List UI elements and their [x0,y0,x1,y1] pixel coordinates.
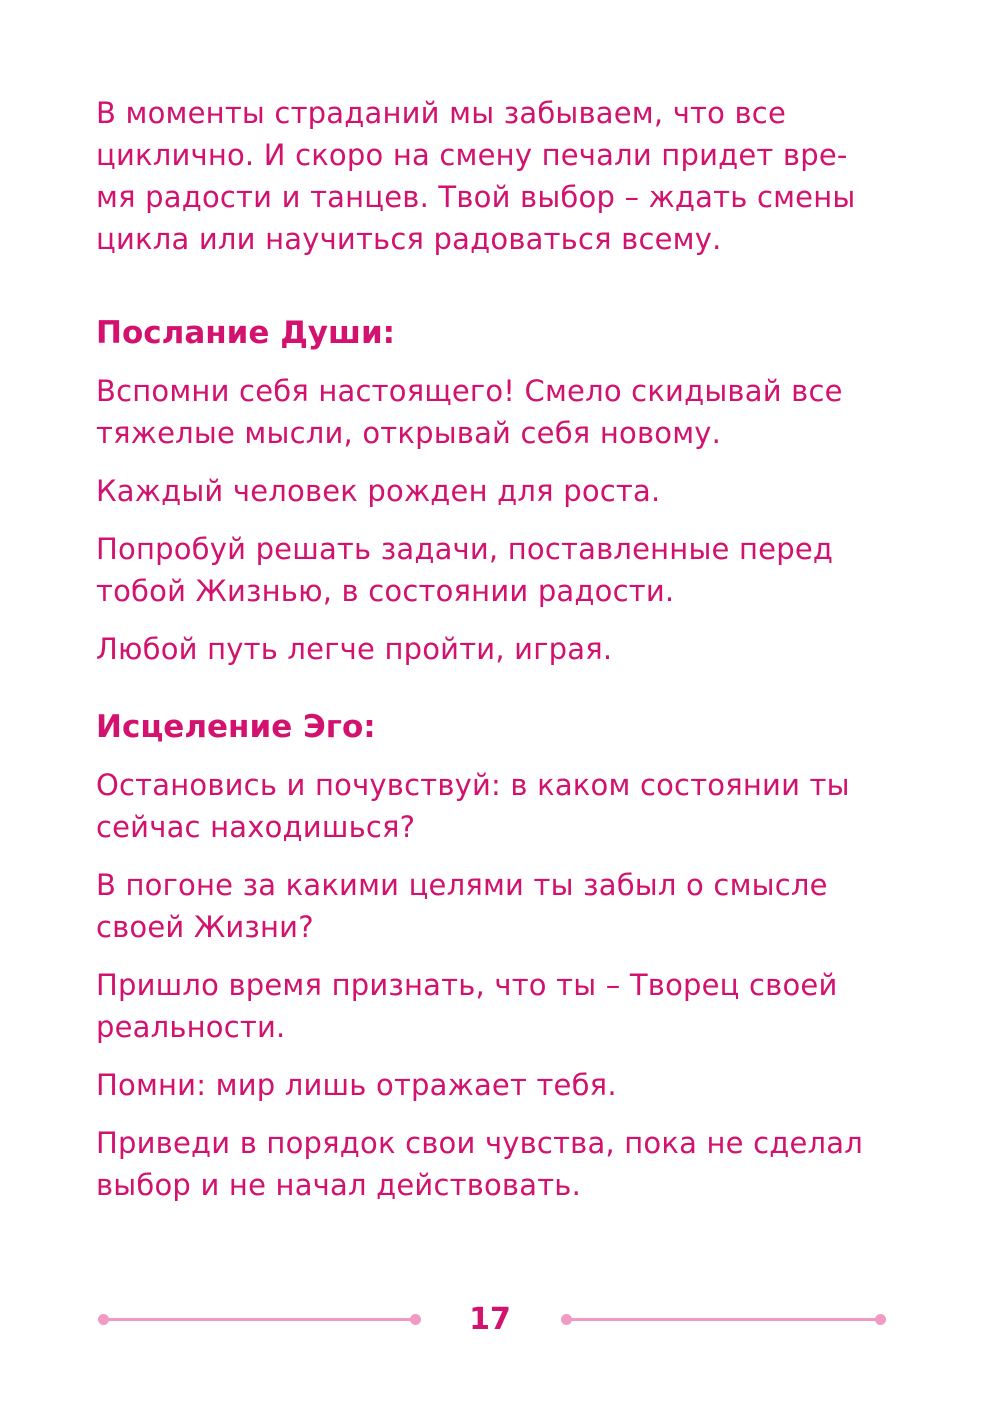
ego-healing-heading: Исцеление Эго: [96,709,376,745]
footer-rule-right [566,1318,880,1321]
rule-end-dot [98,1314,109,1325]
soul-paragraph [96,528,876,612]
page-footer [0,1300,1000,1340]
ego-paragraph [96,864,876,948]
intro-line: циклично. И скоро на смену печали придет вре- [96,138,848,172]
soul-message-heading: Послание Души: [96,315,396,351]
paragraph-line: своей Жизни? [96,910,314,944]
page-content [96,92,876,1222]
paragraph-line: Помни: мир лишь отражает тебя. [96,1068,617,1102]
soul-paragraph [96,628,876,670]
paragraph-line: тобой Жизнью, в состоянии радости. [96,574,675,608]
paragraph-line: Попробуй решать задачи, поставленные перед [96,532,834,566]
footer-rule-left [104,1318,416,1321]
paragraph-line: Вспомни себя настоящего! Смело скидывай все [96,374,843,408]
page-number: 17 [469,1302,511,1337]
paragraph-line: Каждый человек рожден для роста. [96,474,661,508]
intro-line: В моменты страданий мы забываем, что все [96,96,786,130]
paragraph-line: Пришло время признать, что ты – Творец своей [96,968,838,1002]
paragraph-line: выбор и не начал действовать. [96,1168,581,1202]
soul-paragraph [96,370,876,454]
ego-paragraph [96,1064,876,1106]
paragraph-line: сейчас находишься? [96,810,416,844]
paragraph-line: Приведи в порядок свои чувства, пока не сделал [96,1126,863,1160]
ego-paragraph [96,764,876,848]
rule-end-dot [410,1314,421,1325]
paragraph-line: Любой путь легче пройти, играя. [96,632,613,666]
soul-message-section [96,312,876,670]
paragraph-line: В погоне за какими целями ты забыл о смысле [96,868,828,902]
ego-paragraph [96,964,876,1048]
paragraph-line: реальности. [96,1010,286,1044]
paragraph-line: тяжелые мысли, открывай себя новому. [96,416,722,450]
intro-line: цикла или научиться радоваться всему. [96,222,722,256]
paragraph-line: Остановись и почувствуй: в каком состоянии ты [96,768,850,802]
rule-end-dot [875,1314,886,1325]
soul-paragraph [96,470,876,512]
rule-end-dot [561,1314,572,1325]
ego-healing-section [96,706,876,1206]
ego-paragraph [96,1122,876,1206]
intro-line: мя радости и танцев. Твой выбор – ждать смены [96,180,856,214]
intro-paragraph [96,92,876,260]
